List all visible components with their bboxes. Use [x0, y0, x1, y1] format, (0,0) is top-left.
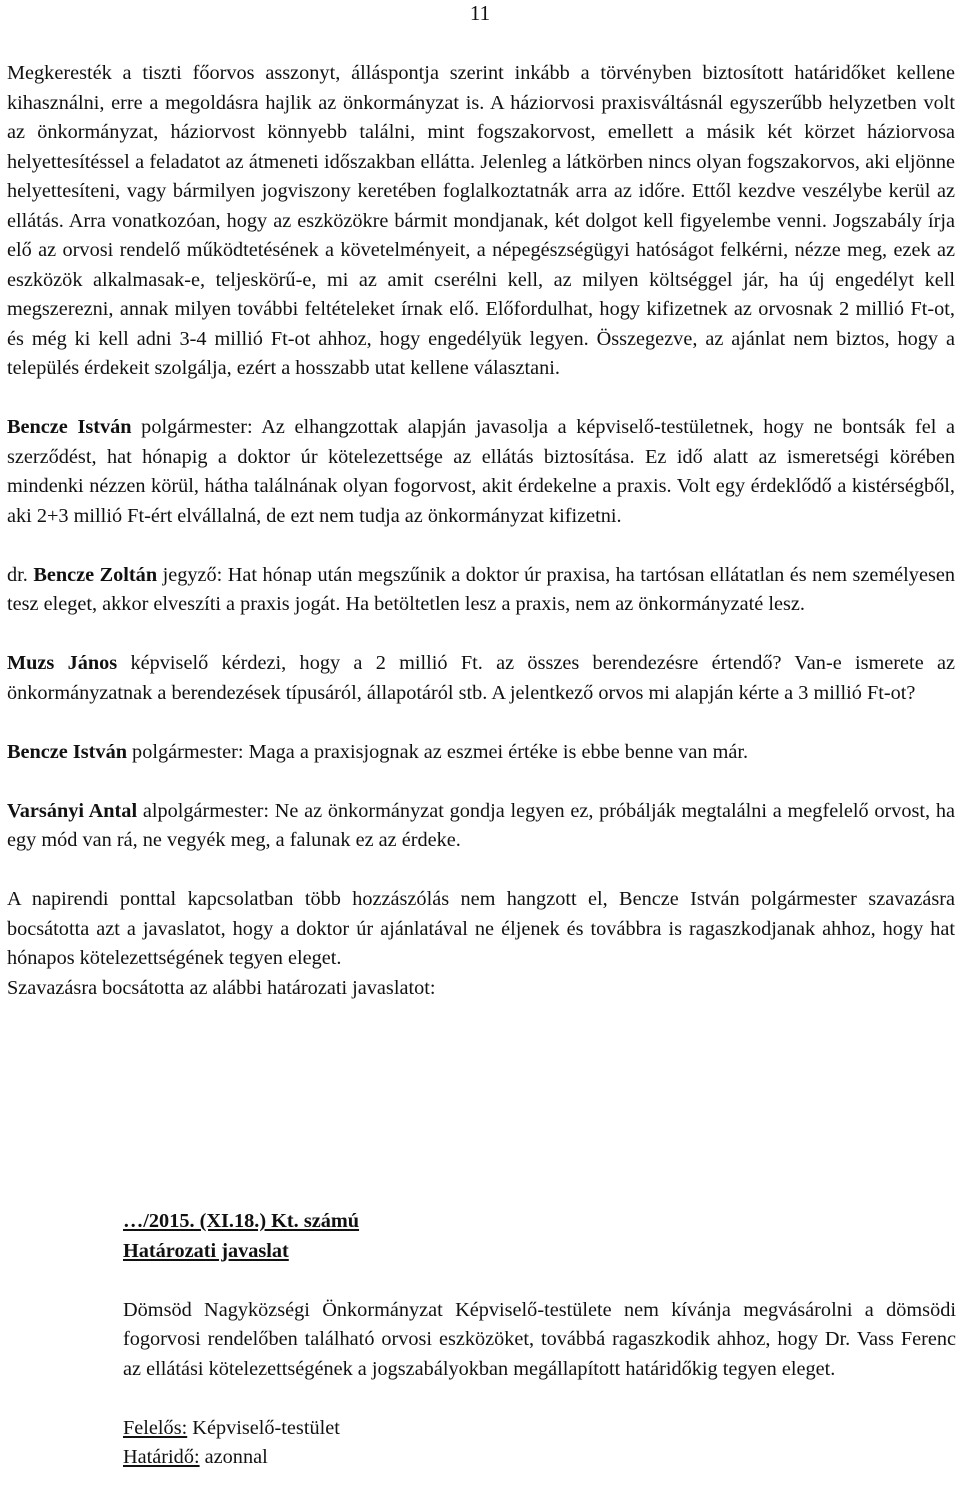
speaker-name: Varsányi Antal — [7, 799, 138, 822]
speaker-name: Bencze István — [7, 740, 127, 763]
page-number: 11 — [469, 1, 491, 25]
resolution-title: Határozati javaslat — [123, 1239, 289, 1262]
paragraph-text: polgármester: Maga a praxisjognak az eszmei értéke is ebbe benne van már. — [126, 740, 749, 763]
resolution-block — [123, 1207, 956, 1473]
paragraph-text: képviselő kérdezi, hogy a 2 millió Ft. az összes berendezésre értendő? Van-e ismerete az önkormányzatnak a berendezések típusáról, állapotáról stb. A jelentkező orvos mi alapján kérte a 3 millió Ft-ot? — [7, 652, 955, 704]
resolution-body: Dömsöd Nagyközségi Önkormányzat Képviselő-testülete nem kívánja megvásárolni a dömsödi fogorvosi rendelőben található orvosi eszközöket, továbbá ragaszkodik ahhoz, hogy Dr. Vass Ferenc az ellátási kötelezettségének a jogszabályokban megállapított határidőkig tegyen eleget. — [123, 1298, 956, 1380]
resolution-deadline — [123, 1443, 956, 1473]
paragraph-mayor-proposal — [7, 413, 955, 531]
responsible-value: Képviselő-testület — [187, 1416, 340, 1439]
deadline-label: Határidő: — [123, 1446, 200, 1468]
resolution-number: …/2015. (XI.18.) Kt. számú — [123, 1210, 360, 1232]
speaker-name: Muzs János — [7, 652, 118, 674]
speaker-name: Bencze István — [7, 416, 132, 438]
paragraph-vote-summary: A napirendi ponttal kapcsolatban több hozzászólás nem hangzott el, Bencze István polgármester szavazásra bocsátotta azt a javaslatot, hogy a doktor úr ajánlatával ne éljenek és továbbra is ragaszkodjanak ahhoz, hogy hat hónapos kötelezettségének tegyen eleget. — [7, 888, 955, 969]
paragraph-health-officer: Megkeresték a tiszti főorvos asszonyt, álláspontja szerint inkább a törvényben biztosított határidőket kellene kihasználni, erre a megoldásra hajlik az önkormányzat is. A háziorvosi praxisváltásnál egyszerűbb helyzetben volt az önkormányzat, háziorvost könnyebb találni, mint fogszakorvost, emellett a másik két körzet háziorvosa helyettesítéssel a feladatot az átmeneti időszakban ellátta. Jelenleg a látkörben nincs olyan fogszakorvos, aki eljönne helyettesíteni, vagy bármilyen jogviszony keretében foglalkoztatnák arra az időre. Ettől kezdve veszélybe kerül az ellátás. Arra vonatkozóan, hogy az eszközökre bármit mondjanak, két dolgot kell figyelembe venni. Jogszabály írja elő az orvosi rendelő működtetésének a követelményeit, a népegészségügyi hatóságot felkérni, nézze meg, ezek az eszközök alkalmasak-e, teljeskörű-e, mi az amit cserélni kell, az milyen költséggel jár, ha új engedélyt kell megszerezni, annak milyen további feltételeket írnak elő. Előfordulhat, hogy kifizetnek az orvosnak 2 millió Ft-ot, és még ki kell adni 3-4 millió Ft-ot ahhoz, hogy engedélyük legyen. Összegezve, az ajánlat nem biztos, hogy a település érdekeit szolgálja, ezért a hosszabb utat kellene választani. — [7, 62, 955, 379]
responsible-label: Felelős: — [123, 1416, 188, 1439]
speaker-name: Bencze Zoltán — [33, 563, 158, 586]
paragraph-mayor-answer — [7, 738, 955, 768]
paragraph-text: polgármester: Az elhangzottak alapján javasolja a képviselő-testületnek, hogy ne bontsák fel a szerződést, hat hónapig a doktor úr kötelezettsége az ellátás biztosítása. Ez idő alatt az ismeretségi körében mindenki nézzen körül, hátha találnának olyan fogorvost, akit érdekelne a praxis. Volt egy érdeklődő a kistérségből, aki 2+3 millió Ft-ért elvállalná, de ezt nem tudja az önkormányzat kifizetni. — [7, 416, 955, 527]
speaker-prefix: dr. — [7, 563, 34, 586]
paragraph-deputy-mayor — [7, 797, 955, 856]
resolution-footer — [123, 1414, 956, 1473]
paragraph-representative-question — [7, 649, 955, 708]
resolution-responsible — [123, 1414, 956, 1444]
minutes-body — [7, 59, 955, 1003]
deadline-value: azonnal — [199, 1446, 268, 1468]
paragraph-text: alpolgármester: Ne az önkormányzat gondja legyen ez, próbálják megtalálni a megfelelő orvost, ha egy mód van rá, ne vegyék meg, a falunak ez az érdeke. — [7, 799, 956, 851]
paragraph-notary — [7, 561, 955, 620]
paragraph-vote-intro: Szavazásra bocsátotta az alábbi határozati javaslatot: — [7, 976, 436, 999]
paragraph-text: jegyző: Hat hónap után megszűnik a doktor úr praxisa, ha tartósan ellátatlan és nem személyesen tesz eleget, akkor elveszíti a praxis jogát. Ha betöltetlen lesz a praxis, nem az önkormányzaté lesz. — [7, 563, 955, 615]
